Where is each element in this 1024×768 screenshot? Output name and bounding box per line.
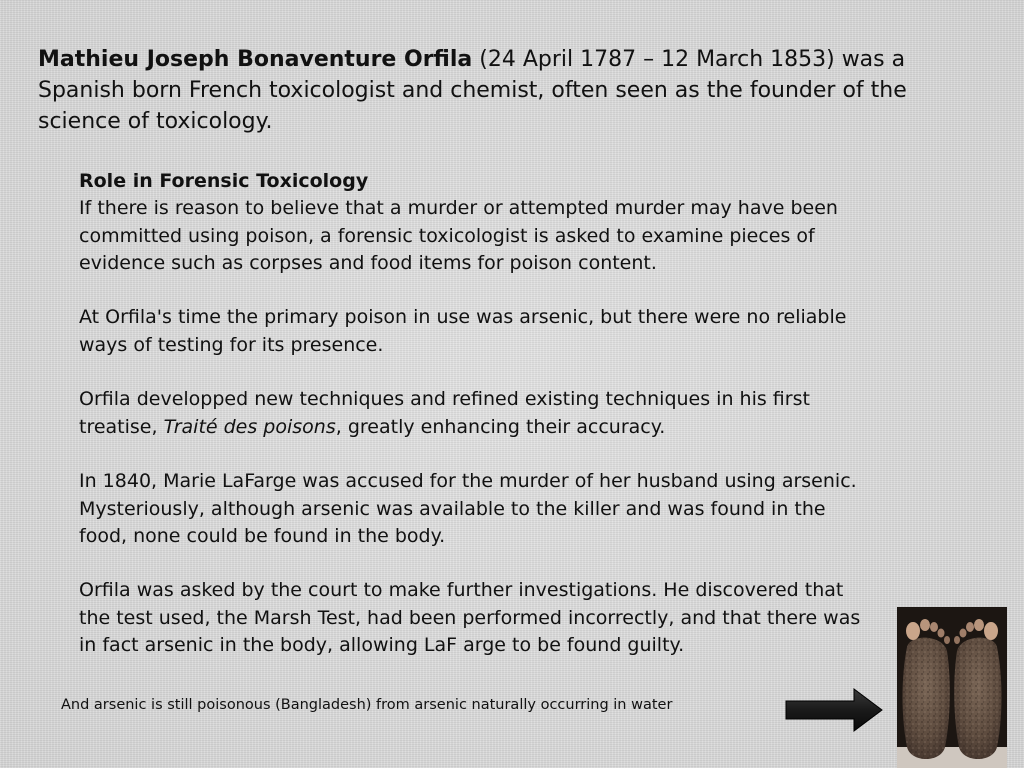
right-arrow-icon <box>784 687 884 733</box>
person-name: Mathieu Joseph Bonaventure Orfila <box>38 47 473 72</box>
intro-text: (24 April 1787 – 12 March 1853) was a Spanish born French toxicologist and chemist, often seen as the founder of the science of toxicology. <box>38 47 907 134</box>
treatise-text-after: , greatly enhancing their accuracy. <box>335 415 666 438</box>
treatise-title: Traité des poisons <box>163 415 336 438</box>
section-heading: Role in Forensic Toxicology <box>79 170 369 192</box>
bangladesh-caption: And arsenic is still poisonous (Bangladesh) from arsenic naturally occurring in water <box>61 697 673 713</box>
paragraph-evidence: If there is reason to believe that a murder or attempted murder may have been committed using poison, a forensic toxicologist is asked to examine pieces of evidence such as corpses and food items for poison content. <box>79 197 838 274</box>
paragraph-marsh-test: Orfila was asked by the court to make further investigations. He discovered that the test used, the Marsh Test, had been performed incorrectly, and that there was in fact arsenic in the body, allowing LaF arge to be found guilty. <box>79 579 861 657</box>
treatise-text-before: Orfila developped new techniques and refined existing techniques in his first treatise, <box>79 388 810 438</box>
forensic-role-section <box>79 168 869 659</box>
paragraph-lafarge: In 1840, Marie LaFarge was accused for the murder of her husband using arsenic. Mysteriously, although arsenic was available to the killer and was found in the food, none could be found in the body. <box>79 470 857 547</box>
paragraph-treatise <box>79 386 869 441</box>
intro-paragraph <box>38 44 968 137</box>
paragraph-arsenic: At Orfila's time the primary poison in use was arsenic, but there were no reliable ways of testing for its presence. <box>79 306 847 356</box>
feet-photo <box>897 607 1007 768</box>
